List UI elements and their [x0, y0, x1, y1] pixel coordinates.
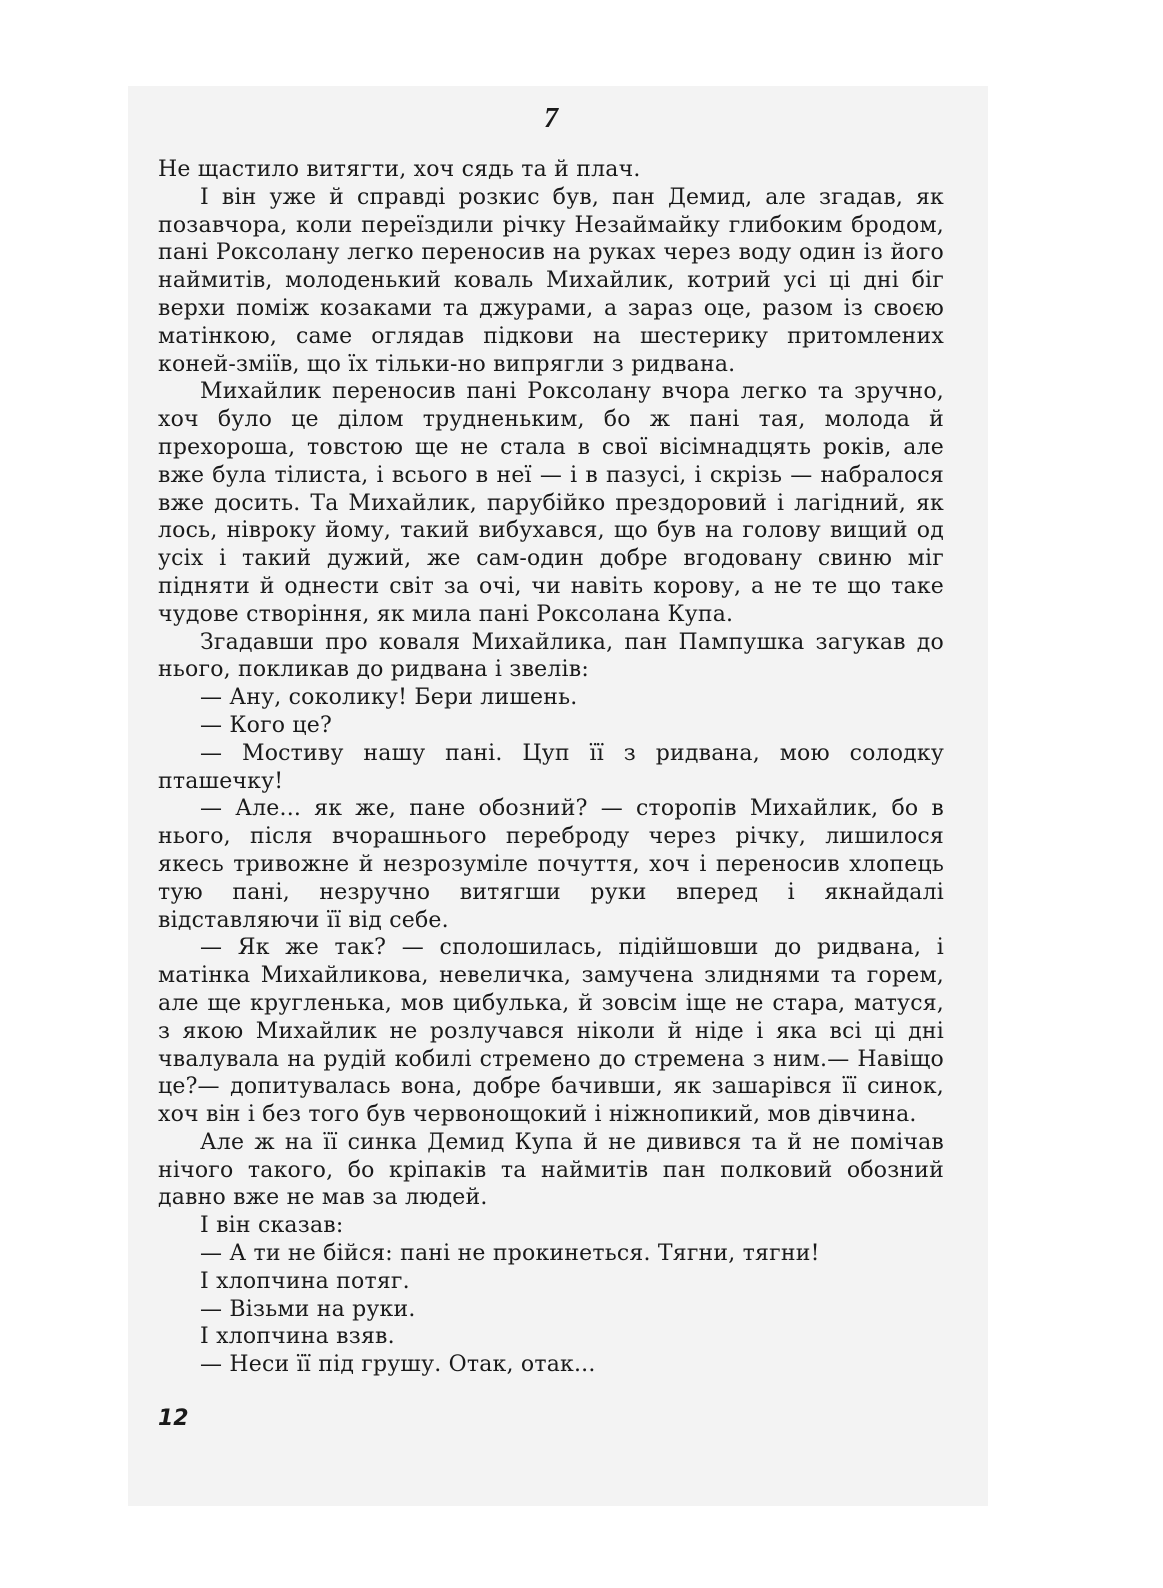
paragraph: І він сказав:	[200, 1213, 344, 1239]
dialogue-line: — Кого це?	[200, 712, 332, 738]
paragraph: І він уже й справді розкис був, пан Демид, але згадав, як позавчора, коли переїздили річку Незаймайку глибоким бродом, пані Роксолану легко переносив на руках через воду один із його наймитів, молоденький коваль Михайлик, котрий усі ці дні біг верхи поміж козаками та джурами, а зараз оце, разом із своєю матінкою, саме оглядав підкови на шестерику притомлених коней-зміїв, що їх тільки-но випрягли з ридвана.	[158, 184, 944, 377]
dialogue-line: — Мостиву нашу пані. Цуп її з ридвана, мою солодку пташечку!	[158, 740, 944, 794]
dialogue-line: — Але... як же, пане обозний? — сторопів Михайлик, бо в нього, після вчорашнього переброду через річку, лишилося якесь тривожне й незрозуміле почуття, хоч і переносив хлопець тую пані, незручно витягши руки вперед і якнайдалі відставляючи її від себе.	[158, 796, 944, 933]
paragraph: І хлопчина потяг.	[200, 1268, 410, 1294]
paragraph: Згадавши про коваля Михайлика, пан Пампушка загукав до нього, покликав до ридвана і звелів:	[158, 629, 944, 683]
chapter-number: 7	[544, 103, 558, 134]
dialogue-line: — Візьми на руки.	[200, 1296, 416, 1322]
paragraph: І хлопчина взяв.	[200, 1324, 395, 1350]
paragraph: Михайлик переносив пані Роксолану вчора легко та зручно, хоч було це ділом трудненьким, бо ж пані тая, молода й прехороша, товстою ще не стала в свої вісімнадцять років, але вже була тілиста, і всього в неї — і в пазусі, і скрізь — набралося вже досить. Та Михайлик, парубійко прездоровий і лагідний, як лось, нівроку йому, такий вибухався, що був на голову вищий од усіх і такий дужий, же сам-один добре вгодовану свиню міг підняти й однести світ за очі, чи навіть корову, а не те що таке чудове створіння, як мила пані Роксолана Купа.	[158, 379, 944, 627]
paragraph: Але ж на її синка Демид Купа й не дивився та й не помічав нічого такого, бо кріпаків та наймитів пан полковий обозний давно вже не мав за людей.	[158, 1129, 944, 1211]
body-text	[158, 156, 944, 1379]
paragraph: Не щастило витягти, хоч сядь та й плач.	[158, 157, 641, 182]
dialogue-line: — А ти не бійся: пані не прокинеться. Тягни, тягни!	[200, 1241, 820, 1267]
book-page	[158, 90, 944, 1510]
dialogue-line: — Ану, соколику! Бери лишень.	[200, 685, 578, 711]
dialogue-line: — Як же так? — сполошилась, підійшовши до ридвана, і матінка Михайликова, невеличка, замучена злиднями та горем, але ще кругленька, мов цибулька, й зовсім іще не стара, матуся, з якою Михайлик не розлучався ніколи й ніде і яка всі ці дні чвалувала на рудій кобилі стремено до стремена з ним.— Навіщо це?— допитувалась вона, добре бачивши, як зашарівся її синок, хоч він і без того був червонощокий і ніжнопикий, мов дівчина.	[158, 935, 944, 1128]
dialogue-line: — Неси її під грушу. Отак, отак...	[200, 1352, 596, 1378]
page-number: 12	[158, 1406, 189, 1431]
